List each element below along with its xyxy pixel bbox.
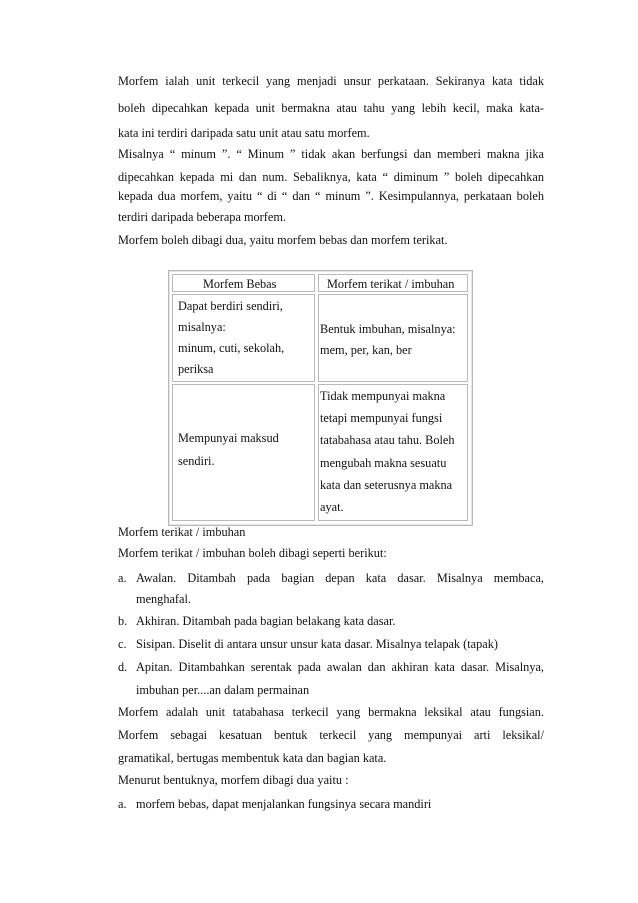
section-heading: Morfem terikat / imbuhan — [118, 525, 246, 539]
table-cell — [172, 294, 315, 382]
list-item-line: imbuhan per....an dalam permainan — [136, 683, 310, 697]
list-item-line: Apitan. Ditambahkan serentak pada awalan dan akhiran kata dasar. Misalnya, — [136, 660, 544, 674]
list-item-line: menghafal. — [136, 592, 191, 606]
list-item-line: Sisipan. Diselit di antara unsur unsur kata dasar. Misalnya telapak (tapak) — [136, 637, 498, 651]
list-item-line: morfem bebas, dapat menjalankan fungsinya secara mandiri — [136, 797, 432, 811]
paragraph-line: Morfem sebagai kesatuan bentuk terkecil yang mempunyai arti leksikal/ — [118, 728, 544, 742]
paragraph-line: Morfem boleh dibagi dua, yaitu morfem bebas dan morfem terikat. — [118, 233, 448, 247]
list-item-line: Awalan. Ditambah pada bagian depan kata dasar. Misalnya membaca, — [136, 571, 544, 585]
table-header-text: Morfem terikat / imbuhan — [327, 277, 455, 291]
table-cell-text: Dapat berdiri sendiri, — [178, 299, 283, 313]
table-cell-text: sendiri. — [178, 454, 215, 468]
table-cell — [318, 294, 468, 382]
table-cell-text: minum, cuti, sekolah, — [178, 341, 285, 355]
table-cell-text: misalnya: — [178, 320, 226, 334]
paragraph-line: boleh dipecahkan kepada unit bermakna atau tahu yang lebih kecil, maka kata- — [118, 101, 544, 115]
table-cell-text: tatabahasa atau tahu. Boleh — [320, 433, 455, 447]
table-cell-text: kata dan seterusnya makna — [320, 478, 453, 492]
list-item-line: Akhiran. Ditambah pada bagian belakang kata dasar. — [136, 614, 396, 628]
paragraph-line: kepada dua morfem, yaitu “ di “ dan “ minum ”. Kesimpulannya, perkataan boleh — [118, 189, 544, 203]
paragraph-line: terdiri daripada beberapa morfem. — [118, 210, 286, 224]
paragraph-line: Morfem adalah unit tatabahasa terkecil yang bermakna leksikal atau fungsian. — [118, 705, 544, 719]
table-cell-text: Tidak mempunyai makna — [320, 389, 446, 403]
morfem-table — [168, 270, 473, 526]
table-cell-text: mem, per, kan, ber — [320, 343, 412, 357]
paragraph-line: Menurut bentuknya, morfem dibagi dua yaitu : — [118, 773, 349, 787]
paragraph-line: Morfem terikat / imbuhan boleh dibagi seperti berikut: — [118, 546, 387, 560]
table-header-text: Morfem Bebas — [203, 277, 277, 291]
paragraph-line: Morfem ialah unit terkecil yang menjadi unsur perkataan. Sekiranya kata tidak — [118, 74, 544, 88]
paragraph-line: Misalnya “ minum ”. “ Minum ” tidak akan berfungsi dan memberi makna jika — [118, 147, 544, 161]
paragraph-line: dipecahkan kepada mi dan num. Sebaliknya, kata “ diminum ” boleh dipecahkan — [118, 170, 544, 184]
table-header-cell — [172, 274, 315, 292]
list-marker: c. — [118, 637, 127, 651]
list-marker: a. — [118, 571, 127, 585]
table-cell-text: mengubah makna sesuatu — [320, 456, 447, 470]
table-cell-text: ayat. — [320, 500, 344, 514]
table-cell — [172, 384, 315, 521]
table-cell — [318, 384, 468, 521]
list-marker: a. — [118, 797, 127, 811]
paragraph-line: kata ini terdiri daripada satu unit atau satu morfem. — [118, 126, 370, 140]
table-cell-text: Bentuk imbuhan, misalnya: — [320, 322, 456, 336]
paragraph-line: gramatikal, bertugas membentuk kata dan bagian kata. — [118, 751, 387, 765]
list-marker: b. — [118, 614, 128, 628]
list-marker: d. — [118, 660, 128, 674]
table-cell-text: Mempunyai maksud — [178, 431, 279, 445]
table-header-cell — [318, 274, 468, 292]
table-cell-text: periksa — [178, 362, 214, 376]
table-cell-text: tetapi mempunyai fungsi — [320, 411, 443, 425]
